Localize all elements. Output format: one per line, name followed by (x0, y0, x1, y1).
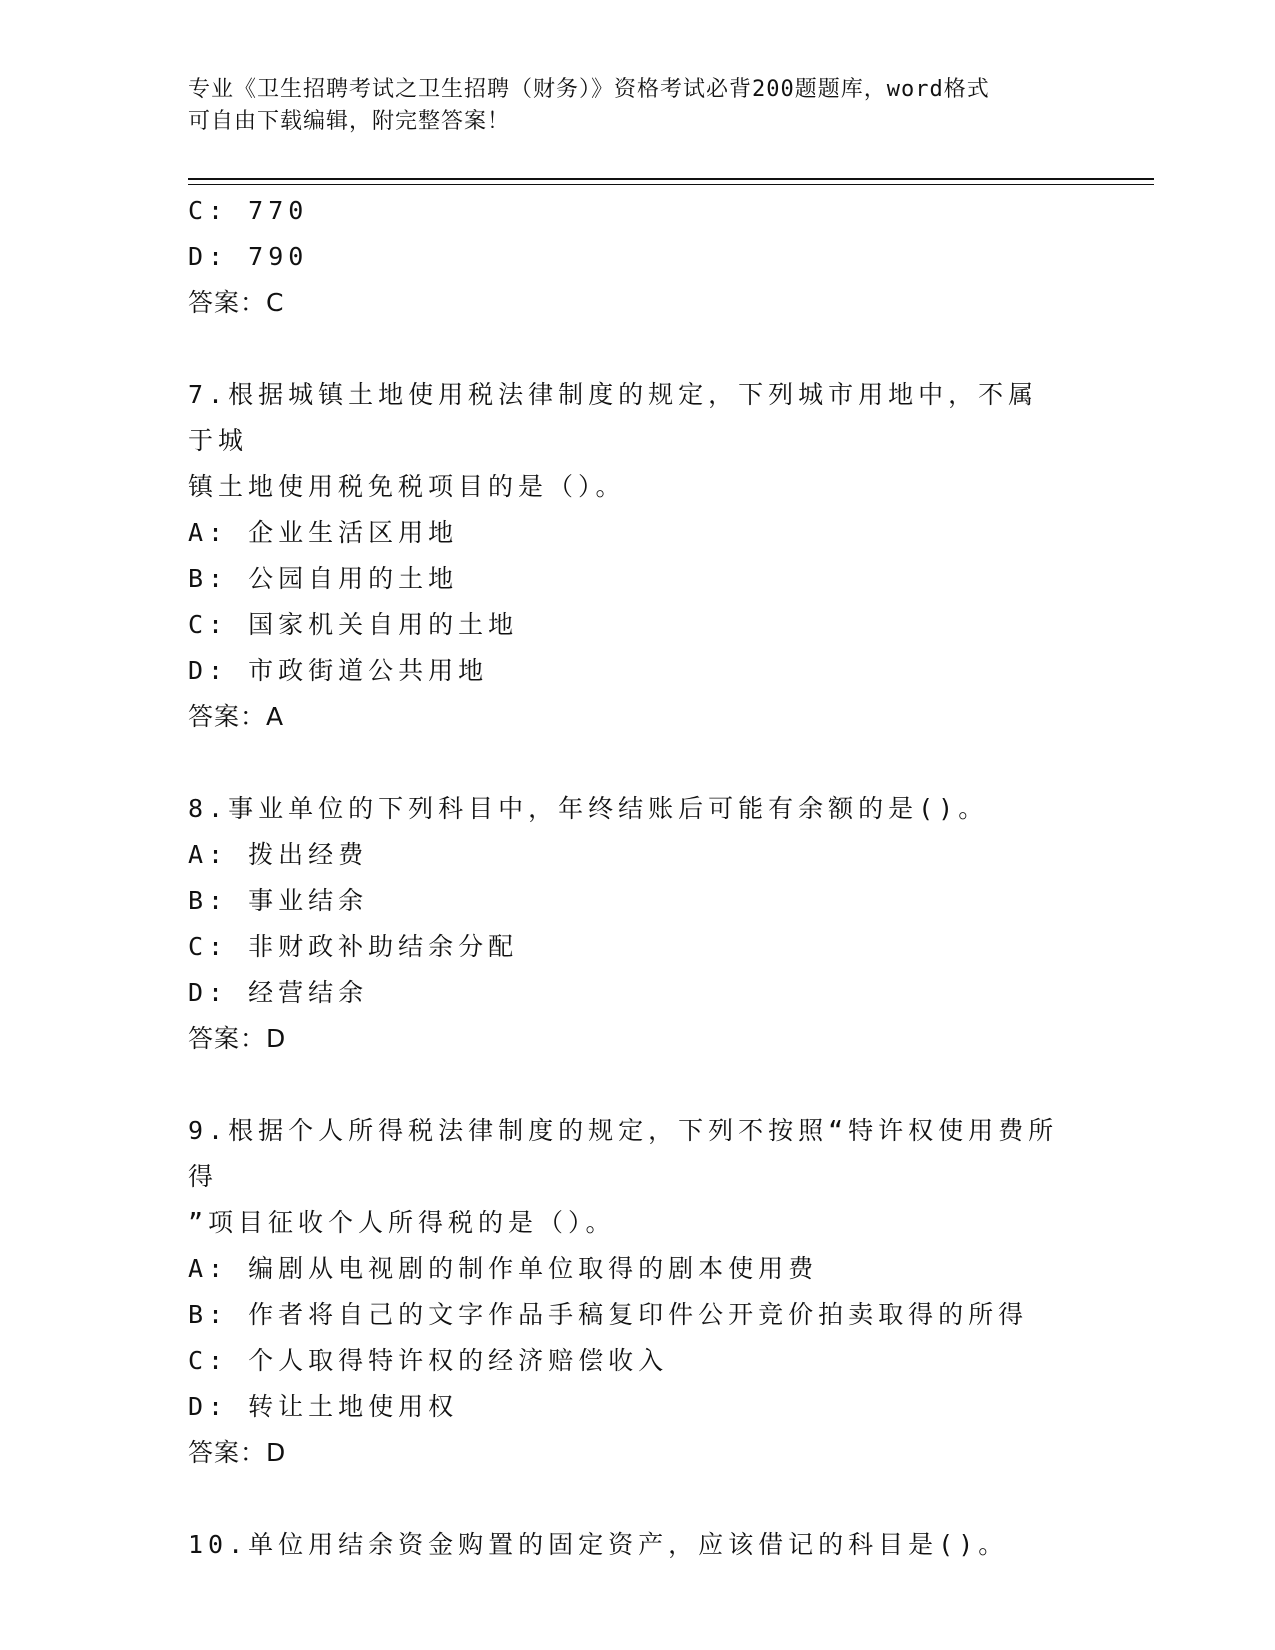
answer-line: 答案：C (188, 288, 285, 317)
question-stem-line-1: 7.根据城镇土地使用税法律制度的规定，下列城市用地中，不属于城 (188, 380, 1039, 455)
header-title-line-2: 可自由下载编辑，附完整答案！ (188, 109, 511, 134)
document-header (188, 74, 1068, 138)
header-divider-thin (188, 184, 1154, 185)
option-c: C: 非财政补助结余分配 (188, 932, 519, 961)
option-b: B: 事业结余 (188, 886, 369, 915)
question-6-tail (188, 188, 1068, 326)
question-10 (188, 1522, 1068, 1568)
spacer (188, 1476, 1068, 1522)
question-stem-line-1: 9.根据个人所得税法律制度的规定，下列不按照“特许权使用费所得 (188, 1116, 1059, 1191)
option-a: A: 企业生活区用地 (188, 518, 459, 547)
option-c: C: 770 (188, 196, 309, 225)
question-stem-line-2: 镇土地使用税免税项目的是（）。 (188, 472, 626, 501)
option-d: D: 转让土地使用权 (188, 1392, 459, 1421)
option-d: D: 经营结余 (188, 978, 369, 1007)
question-8 (188, 786, 1068, 1062)
spacer (188, 1062, 1068, 1108)
option-c: C: 个人取得特许权的经济赔偿收入 (188, 1346, 669, 1375)
answer-line: 答案：D (188, 1024, 287, 1053)
option-a: A: 拨出经费 (188, 840, 369, 869)
question-9 (188, 1108, 1068, 1476)
header-title-line-1: 专业《卫生招聘考试之卫生招聘（财务）》资格考试必背200题题库，word格式 (188, 77, 990, 102)
header-divider-thick (188, 178, 1154, 180)
option-b: B: 公园自用的土地 (188, 564, 459, 593)
question-stem-line-1: 8.事业单位的下列科目中，年终结账后可能有余额的是()。 (188, 794, 989, 823)
question-list (188, 188, 1068, 1568)
option-d: D: 790 (188, 242, 309, 271)
answer-line: 答案：A (188, 702, 285, 731)
answer-line: 答案：D (188, 1438, 287, 1467)
option-d: D: 市政街道公共用地 (188, 656, 489, 685)
spacer (188, 326, 1068, 372)
question-7 (188, 372, 1068, 740)
spacer (188, 740, 1068, 786)
option-b: B: 作者将自己的文字作品手稿复印件公开竞价拍卖取得的所得 (188, 1300, 1029, 1329)
question-stem-line-2: ”项目征收个人所得税的是（）。 (188, 1208, 616, 1237)
question-stem-line-1: 10.单位用结余资金购置的固定资产，应该借记的科目是()。 (188, 1530, 1009, 1559)
option-a: A: 编剧从电视剧的制作单位取得的剧本使用费 (188, 1254, 819, 1283)
option-c: C: 国家机关自用的土地 (188, 610, 519, 639)
